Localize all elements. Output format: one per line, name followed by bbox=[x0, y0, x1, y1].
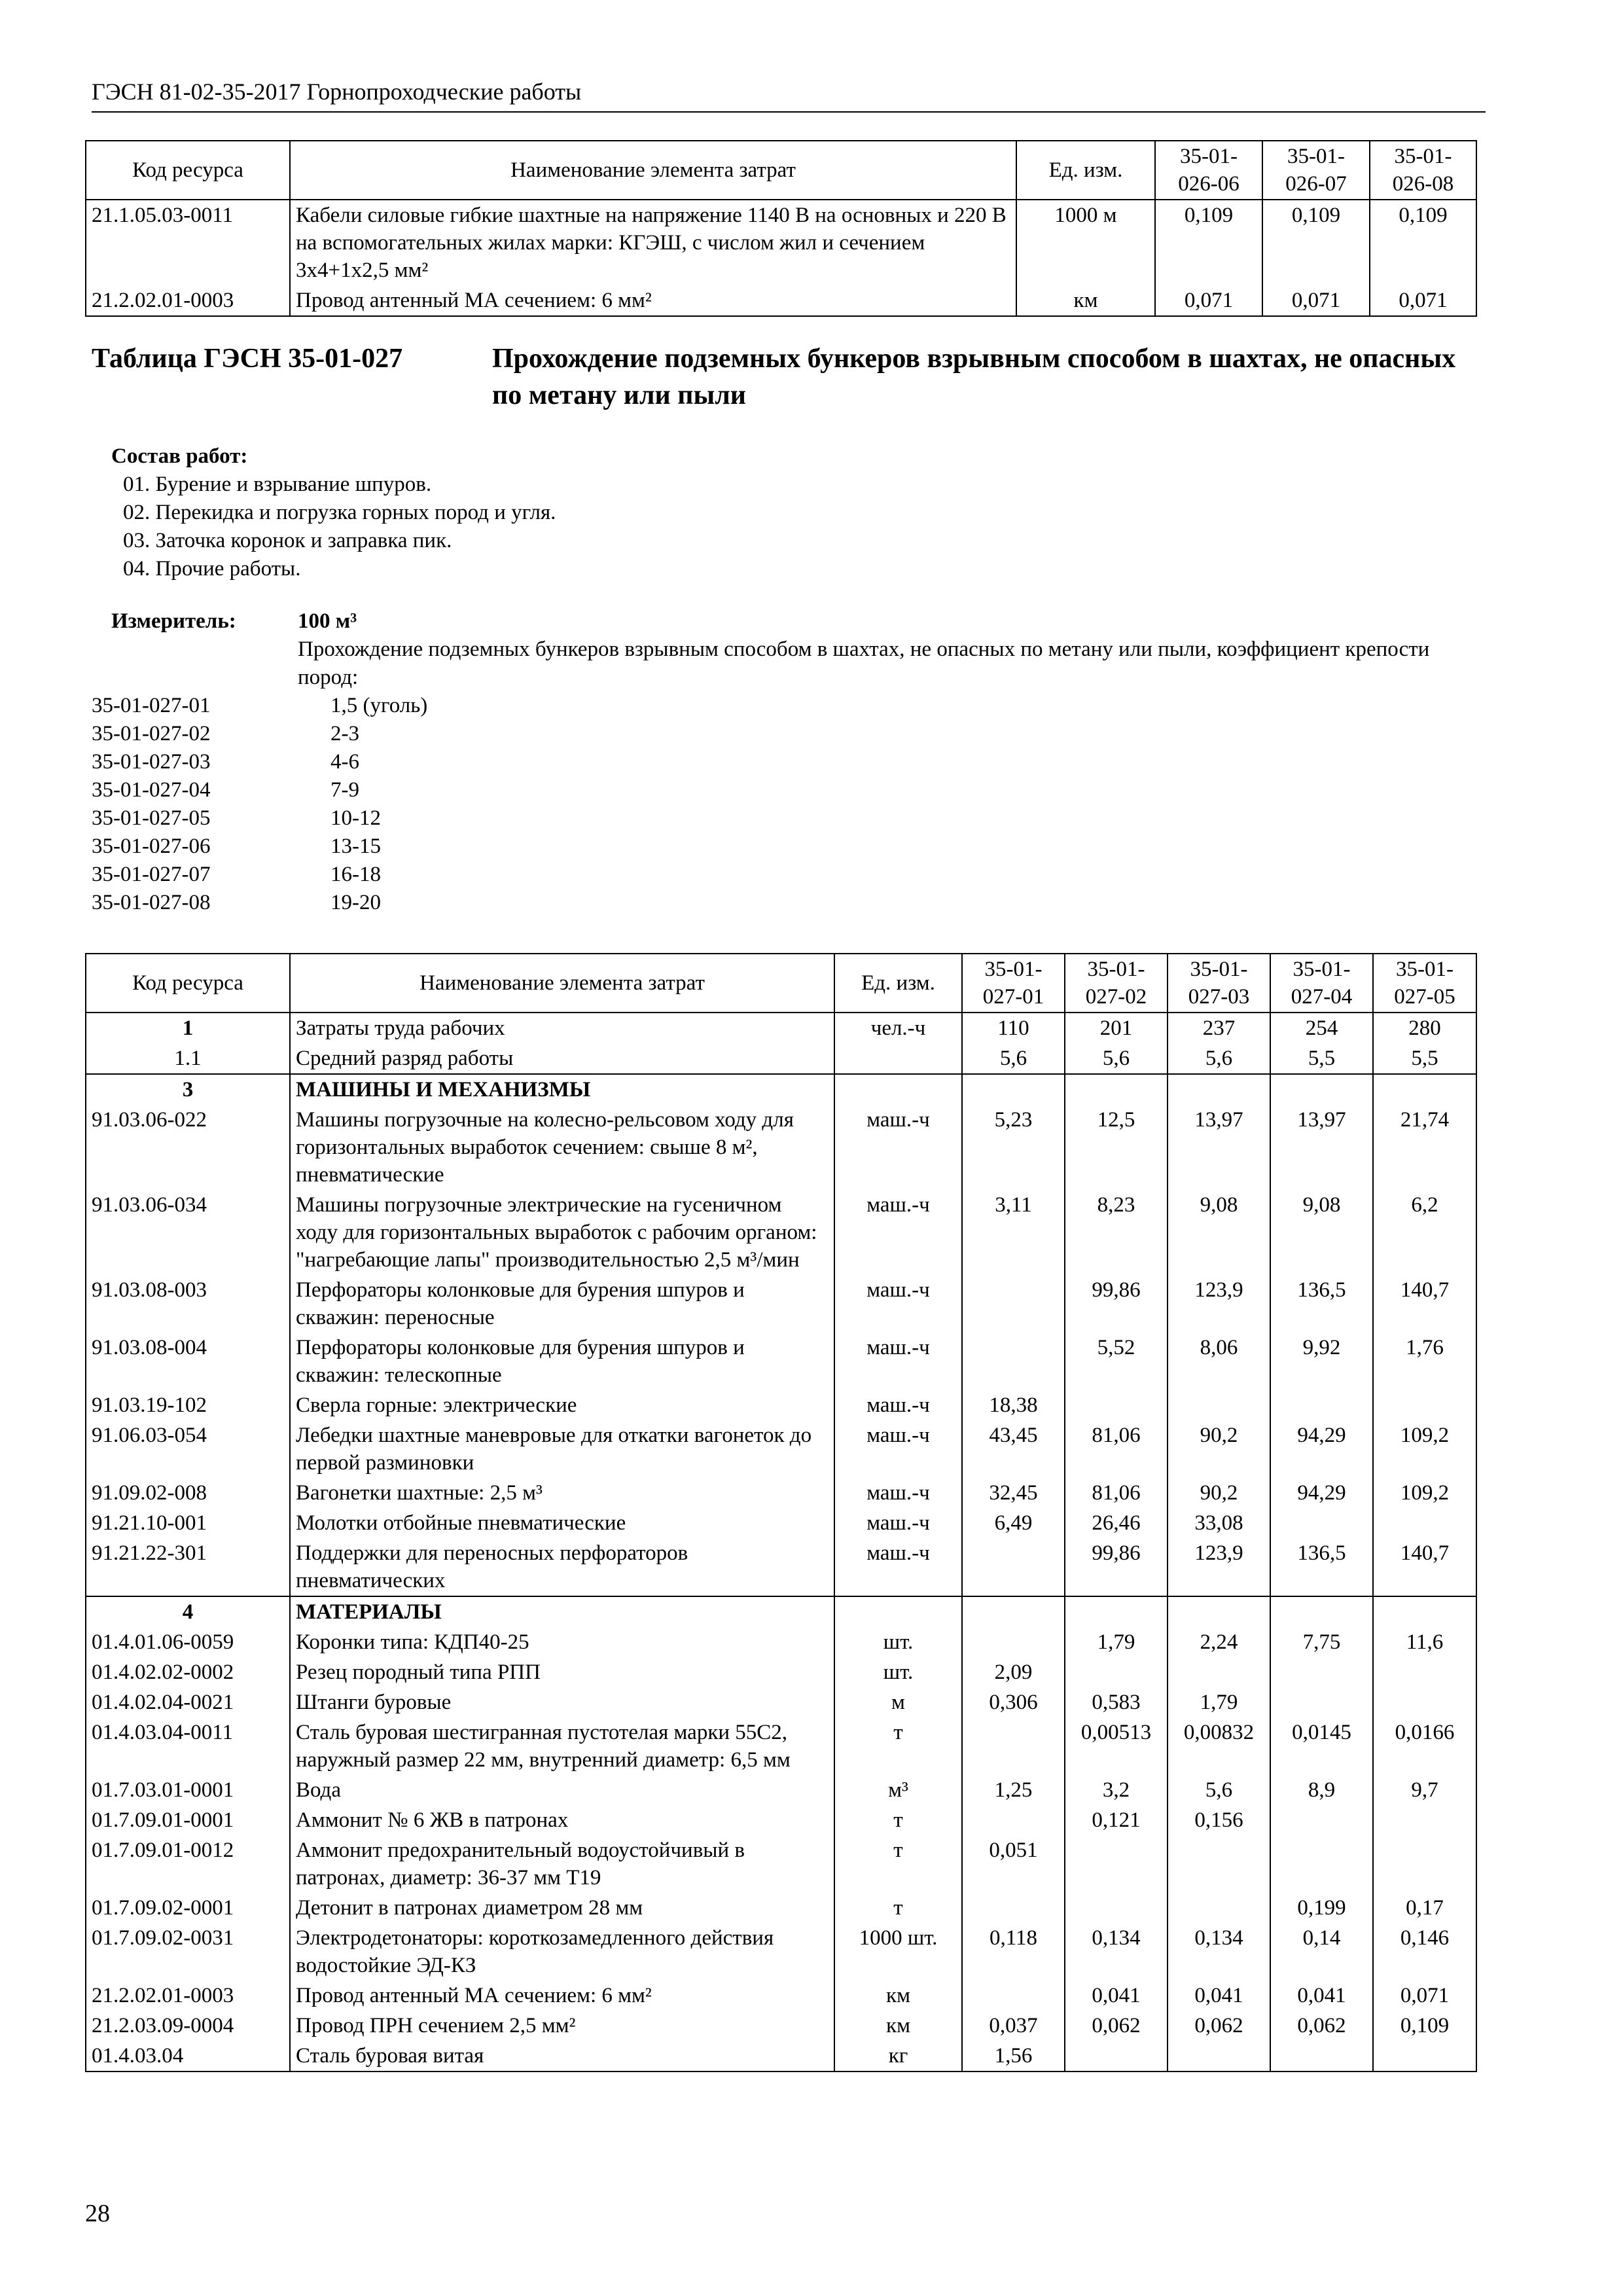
table-row bbox=[86, 1420, 1476, 1478]
resource-code: 21.2.02.01-0003 bbox=[86, 285, 290, 316]
table-row bbox=[86, 1717, 1476, 1775]
work-item: 02. Перекидка и погрузка горных пород и угля. bbox=[123, 501, 556, 524]
resource-unit: маш.-ч bbox=[834, 1420, 962, 1478]
resource-code: 91.03.06-022 bbox=[86, 1105, 290, 1190]
norm-value bbox=[962, 1893, 1065, 1923]
norm-value: 0,118 bbox=[962, 1923, 1065, 1981]
norm-value: 0,109 bbox=[1373, 2011, 1476, 2041]
norm-code: 35-01-027-07 bbox=[92, 863, 211, 886]
norm-code-row bbox=[92, 833, 681, 861]
norm-value bbox=[1065, 1893, 1168, 1923]
norm-value: 5,6 bbox=[1168, 1775, 1270, 1805]
resource-code: 3 bbox=[86, 1074, 290, 1105]
norm-value: 123,9 bbox=[1168, 1275, 1270, 1333]
norm-value: 81,06 bbox=[1065, 1420, 1168, 1478]
norm-value: 2,09 bbox=[962, 1657, 1065, 1687]
table-row bbox=[86, 1981, 1476, 2011]
norm-value bbox=[1270, 1596, 1373, 1627]
norm-code-row bbox=[92, 776, 681, 804]
table-row bbox=[86, 2041, 1476, 2072]
norm-value bbox=[962, 1717, 1065, 1775]
column-header: 35-01- 026-06 bbox=[1155, 141, 1262, 200]
norm-code: 35-01-027-04 bbox=[92, 778, 211, 802]
norm-value bbox=[962, 1596, 1065, 1627]
norm-value: 8,06 bbox=[1168, 1333, 1270, 1390]
work-composition-title: Состав работ: bbox=[111, 444, 248, 468]
norm-value bbox=[1270, 1687, 1373, 1717]
resource-code: 01.7.09.01-0001 bbox=[86, 1805, 290, 1835]
resource-unit: т bbox=[834, 1835, 962, 1893]
resource-unit: шт. bbox=[834, 1657, 962, 1687]
norm-value: 3,11 bbox=[962, 1190, 1065, 1275]
resource-name: Штанги буровые bbox=[290, 1687, 834, 1717]
column-header: 35-01- 027-05 bbox=[1373, 954, 1476, 1013]
norm-value: 8,23 bbox=[1065, 1190, 1168, 1275]
norm-value bbox=[962, 1333, 1065, 1390]
norm-value: 0,109 bbox=[1155, 200, 1262, 285]
norm-code: 35-01-027-05 bbox=[92, 806, 211, 830]
norm-value: 0,146 bbox=[1373, 1923, 1476, 1981]
resource-name: Аммонит предохранительный водоустойчивый в патронах, диаметр: 36-37 мм Т19 bbox=[290, 1835, 834, 1893]
resource-name: Провод ПРН сечением 2,5 мм² bbox=[290, 2011, 834, 2041]
norm-value bbox=[1373, 1508, 1476, 1538]
norm-value: 136,5 bbox=[1270, 1538, 1373, 1596]
resource-unit: маш.-ч bbox=[834, 1333, 962, 1390]
resource-name: МАТЕРИАЛЫ bbox=[290, 1596, 834, 1627]
norm-code-list bbox=[92, 692, 681, 917]
meter-value: 100 м³ bbox=[298, 609, 357, 633]
norm-value bbox=[1373, 1390, 1476, 1420]
table-row bbox=[86, 1478, 1476, 1508]
norm-value bbox=[962, 1538, 1065, 1596]
resource-code: 91.06.03-054 bbox=[86, 1420, 290, 1478]
norm-value bbox=[1270, 2041, 1373, 2072]
work-item: 01. Бурение и взрывание шпуров. bbox=[123, 473, 432, 496]
work-item: 04. Прочие работы. bbox=[123, 557, 301, 581]
norm-value bbox=[1270, 1508, 1373, 1538]
norm-value bbox=[962, 1805, 1065, 1835]
resource-name: Средний разряд работы bbox=[290, 1043, 834, 1074]
section-row bbox=[86, 1074, 1476, 1105]
norm-value bbox=[1270, 1074, 1373, 1105]
resource-code: 91.21.10-001 bbox=[86, 1508, 290, 1538]
norm-value: 13,97 bbox=[1168, 1105, 1270, 1190]
resource-unit: км bbox=[834, 1981, 962, 2011]
table-row bbox=[86, 2011, 1476, 2041]
norm-value bbox=[1065, 1657, 1168, 1687]
column-header: Ед. изм. bbox=[1016, 141, 1155, 200]
resource-table-026 bbox=[85, 140, 1477, 317]
norm-value bbox=[1065, 2041, 1168, 2072]
norm-value: 140,7 bbox=[1373, 1275, 1476, 1333]
norm-value: 9,7 bbox=[1373, 1775, 1476, 1805]
norm-value: 0,306 bbox=[962, 1687, 1065, 1717]
column-header: 35-01- 027-01 bbox=[962, 954, 1065, 1013]
norm-code: 35-01-027-06 bbox=[92, 834, 211, 858]
table-row bbox=[86, 1627, 1476, 1657]
norm-value: 136,5 bbox=[1270, 1275, 1373, 1333]
norm-value: 0,156 bbox=[1168, 1805, 1270, 1835]
norm-value: 0,109 bbox=[1370, 200, 1476, 285]
norm-code-row bbox=[92, 720, 681, 748]
norm-value: 9,08 bbox=[1270, 1190, 1373, 1275]
norm-value: 5,23 bbox=[962, 1105, 1065, 1190]
section-row bbox=[86, 1596, 1476, 1627]
resource-name: Сталь буровая шестигранная пустотелая марки 55С2, наружный размер 22 мм, внутренний диаметр: 6,5 мм bbox=[290, 1717, 834, 1775]
norm-value: 9,92 bbox=[1270, 1333, 1373, 1390]
table-row bbox=[86, 1190, 1476, 1275]
table-row bbox=[86, 1923, 1476, 1981]
resource-name: Электродетонаторы: короткозамедленного действия водостойкие ЭД-КЗ bbox=[290, 1923, 834, 1981]
norm-value bbox=[1270, 1657, 1373, 1687]
norm-code: 35-01-027-02 bbox=[92, 722, 211, 745]
table-number: Таблица ГЭСН 35-01-027 bbox=[92, 344, 403, 374]
norm-value bbox=[1065, 1390, 1168, 1420]
resource-unit: т bbox=[834, 1893, 962, 1923]
table-row bbox=[86, 1657, 1476, 1687]
resource-unit: 1000 м bbox=[1016, 200, 1155, 285]
norm-value: 0,062 bbox=[1065, 2011, 1168, 2041]
norm-code-row bbox=[92, 692, 681, 720]
resource-code: 91.21.22-301 bbox=[86, 1538, 290, 1596]
resource-name: Перфораторы колонковые для бурения шпуров и скважин: телескопные bbox=[290, 1333, 834, 1390]
resource-code: 1.1 bbox=[86, 1043, 290, 1074]
table-row bbox=[86, 1275, 1476, 1333]
resource-unit: т bbox=[834, 1805, 962, 1835]
resource-unit: маш.-ч bbox=[834, 1275, 962, 1333]
column-header: Код ресурса bbox=[86, 954, 290, 1013]
resource-code: 21.2.03.09-0004 bbox=[86, 2011, 290, 2041]
resource-code: 01.7.09.01-0012 bbox=[86, 1835, 290, 1893]
norm-value: 8,9 bbox=[1270, 1775, 1373, 1805]
resource-unit bbox=[834, 1596, 962, 1627]
hardness-range: 19-20 bbox=[330, 891, 381, 914]
norm-value bbox=[1373, 1596, 1476, 1627]
resource-name: Сверла горные: электрические bbox=[290, 1390, 834, 1420]
column-header: 35-01- 027-03 bbox=[1168, 954, 1270, 1013]
norm-value: 110 bbox=[962, 1013, 1065, 1043]
hardness-range: 16-18 bbox=[330, 863, 381, 886]
resource-name: Машины погрузочные на колесно-рельсовом ходу для горизонтальных выработок сечением: свыше 8 м², пневматические bbox=[290, 1105, 834, 1190]
page-number: 28 bbox=[85, 2200, 110, 2227]
norm-value: 18,38 bbox=[962, 1390, 1065, 1420]
norm-value: 0,00832 bbox=[1168, 1717, 1270, 1775]
norm-value: 0,134 bbox=[1065, 1923, 1168, 1981]
table-row bbox=[86, 1105, 1476, 1190]
resource-name: Резец породный типа РПП bbox=[290, 1657, 834, 1687]
norm-value: 254 bbox=[1270, 1013, 1373, 1043]
resource-code: 91.03.08-004 bbox=[86, 1333, 290, 1390]
norm-value bbox=[1270, 1805, 1373, 1835]
norm-value bbox=[1373, 1687, 1476, 1717]
norm-value: 1,56 bbox=[962, 2041, 1065, 2072]
norm-value: 0,041 bbox=[1270, 1981, 1373, 2011]
norm-value bbox=[1168, 1893, 1270, 1923]
work-composition bbox=[111, 442, 1486, 583]
norm-value: 123,9 bbox=[1168, 1538, 1270, 1596]
norm-code-row bbox=[92, 748, 681, 776]
norm-value: 1,79 bbox=[1065, 1627, 1168, 1657]
norm-value: 1,25 bbox=[962, 1775, 1065, 1805]
norm-value: 0,041 bbox=[1065, 1981, 1168, 2011]
norm-value bbox=[1373, 1657, 1476, 1687]
norm-value bbox=[1373, 1805, 1476, 1835]
norm-value: 94,29 bbox=[1270, 1478, 1373, 1508]
norm-value: 9,08 bbox=[1168, 1190, 1270, 1275]
norm-value: 0,109 bbox=[1262, 200, 1370, 285]
norm-value bbox=[1065, 1074, 1168, 1105]
column-header: Наименование элемента затрат bbox=[290, 954, 834, 1013]
norm-value: 13,97 bbox=[1270, 1105, 1373, 1190]
norm-value bbox=[1168, 1835, 1270, 1893]
column-header: 35-01- 027-04 bbox=[1270, 954, 1373, 1013]
section-row bbox=[86, 1013, 1476, 1043]
column-header: 35-01- 026-08 bbox=[1370, 141, 1476, 200]
norm-value: 5,6 bbox=[962, 1043, 1065, 1074]
resource-unit: т bbox=[834, 1717, 962, 1775]
norm-code-row bbox=[92, 804, 681, 833]
resource-unit: км bbox=[1016, 285, 1155, 316]
norm-value: 0,071 bbox=[1262, 285, 1370, 316]
hardness-range: 2-3 bbox=[330, 722, 359, 745]
norm-value: 0,041 bbox=[1168, 1981, 1270, 2011]
resource-name: МАШИНЫ И МЕХАНИЗМЫ bbox=[290, 1074, 834, 1105]
norm-value: 280 bbox=[1373, 1013, 1476, 1043]
norm-value: 99,86 bbox=[1065, 1538, 1168, 1596]
norm-value: 140,7 bbox=[1373, 1538, 1476, 1596]
norm-value: 21,74 bbox=[1373, 1105, 1476, 1190]
resource-name: Молотки отбойные пневматические bbox=[290, 1508, 834, 1538]
table-row bbox=[86, 1538, 1476, 1596]
norm-value: 0,17 bbox=[1373, 1893, 1476, 1923]
norm-value: 0,071 bbox=[1373, 1981, 1476, 2011]
norm-value: 12,5 bbox=[1065, 1105, 1168, 1190]
norm-value: 99,86 bbox=[1065, 1275, 1168, 1333]
resource-name: Аммонит № 6 ЖВ в патронах bbox=[290, 1805, 834, 1835]
column-header: Код ресурса bbox=[86, 141, 290, 200]
resource-unit bbox=[834, 1043, 962, 1074]
resource-code: 91.03.08-003 bbox=[86, 1275, 290, 1333]
norm-value: 109,2 bbox=[1373, 1478, 1476, 1508]
resource-unit: маш.-ч bbox=[834, 1190, 962, 1275]
norm-value: 90,2 bbox=[1168, 1420, 1270, 1478]
resource-unit: м³ bbox=[834, 1775, 962, 1805]
norm-value: 94,29 bbox=[1270, 1420, 1373, 1478]
resource-code: 91.03.06-034 bbox=[86, 1190, 290, 1275]
norm-value bbox=[1168, 1390, 1270, 1420]
resource-code: 01.4.01.06-0059 bbox=[86, 1627, 290, 1657]
norm-value: 109,2 bbox=[1373, 1420, 1476, 1478]
norm-value: 1,76 bbox=[1373, 1333, 1476, 1390]
norm-value bbox=[962, 1627, 1065, 1657]
resource-name: Перфораторы колонковые для бурения шпуров и скважин: переносные bbox=[290, 1275, 834, 1333]
norm-value: 81,06 bbox=[1065, 1478, 1168, 1508]
norm-value: 11,6 bbox=[1373, 1627, 1476, 1657]
resource-unit bbox=[834, 1074, 962, 1105]
norm-value: 32,45 bbox=[962, 1478, 1065, 1508]
norm-value: 0,14 bbox=[1270, 1923, 1373, 1981]
table-body bbox=[86, 1013, 1476, 2072]
norm-value bbox=[962, 1981, 1065, 2011]
norm-code: 35-01-027-01 bbox=[92, 694, 211, 717]
norm-value: 1,79 bbox=[1168, 1687, 1270, 1717]
norm-value bbox=[1373, 1074, 1476, 1105]
resource-code: 1 bbox=[86, 1013, 290, 1043]
norm-value: 33,08 bbox=[1168, 1508, 1270, 1538]
hardness-range: 4-6 bbox=[330, 750, 359, 774]
resource-code: 21.2.02.01-0003 bbox=[86, 1981, 290, 2011]
resource-unit: маш.-ч bbox=[834, 1538, 962, 1596]
norm-value: 0,583 bbox=[1065, 1687, 1168, 1717]
norm-value: 26,46 bbox=[1065, 1508, 1168, 1538]
table-row bbox=[86, 1805, 1476, 1835]
table-row bbox=[86, 1687, 1476, 1717]
norm-value bbox=[1270, 1390, 1373, 1420]
resource-name: Детонит в патронах диаметром 28 мм bbox=[290, 1893, 834, 1923]
meter-description: Прохождение подземных бункеров взрывным способом в шахтах, не опасных по метану или пыли, коэффициент крепости пород: bbox=[298, 637, 1430, 689]
norm-value: 0,071 bbox=[1370, 285, 1476, 316]
resource-name: Провод антенный МА сечением: 6 мм² bbox=[290, 285, 1016, 316]
table-row bbox=[86, 285, 1476, 316]
norm-value bbox=[1168, 2041, 1270, 2072]
norm-code: 35-01-027-03 bbox=[92, 750, 211, 774]
running-header: ГЭСН 81-02-35-2017 Горнопроходческие работы bbox=[92, 77, 1486, 113]
norm-code: 35-01-027-08 bbox=[92, 891, 211, 914]
norm-value bbox=[1373, 1835, 1476, 1893]
resource-code: 01.7.09.02-0001 bbox=[86, 1893, 290, 1923]
norm-value: 5,52 bbox=[1065, 1333, 1168, 1390]
norm-value bbox=[962, 1275, 1065, 1333]
hardness-range: 1,5 (уголь) bbox=[330, 694, 428, 717]
norm-value: 0,051 bbox=[962, 1835, 1065, 1893]
norm-value: 0,134 bbox=[1168, 1923, 1270, 1981]
norm-code-row bbox=[92, 861, 681, 889]
norm-value: 0,037 bbox=[962, 2011, 1065, 2041]
table-row bbox=[86, 1775, 1476, 1805]
table-row bbox=[86, 1835, 1476, 1893]
resource-code: 91.03.19-102 bbox=[86, 1390, 290, 1420]
table-row bbox=[86, 1333, 1476, 1390]
table-row bbox=[86, 1893, 1476, 1923]
norm-value bbox=[1373, 2041, 1476, 2072]
resource-unit: маш.-ч bbox=[834, 1105, 962, 1190]
table-row bbox=[86, 1043, 1476, 1074]
resource-unit: м bbox=[834, 1687, 962, 1717]
table-row bbox=[86, 200, 1476, 285]
norm-value: 0,062 bbox=[1168, 2011, 1270, 2041]
norm-value: 0,071 bbox=[1155, 285, 1262, 316]
table-row bbox=[86, 1390, 1476, 1420]
norm-value: 43,45 bbox=[962, 1420, 1065, 1478]
norm-value bbox=[1065, 1596, 1168, 1627]
norm-value bbox=[1168, 1596, 1270, 1627]
norm-value: 5,5 bbox=[1270, 1043, 1373, 1074]
column-header: Ед. изм. bbox=[834, 954, 962, 1013]
norm-value: 5,5 bbox=[1373, 1043, 1476, 1074]
resource-unit: км bbox=[834, 2011, 962, 2041]
norm-value: 5,6 bbox=[1065, 1043, 1168, 1074]
resource-code: 01.4.03.04 bbox=[86, 2041, 290, 2072]
resource-code: 01.4.02.04-0021 bbox=[86, 1687, 290, 1717]
resource-name: Провод антенный МА сечением: 6 мм² bbox=[290, 1981, 834, 2011]
table-title: Прохождение подземных бункеров взрывным способом в шахтах, не опасных по метану или пыли bbox=[492, 344, 1456, 410]
resource-name: Вагонетки шахтные: 2,5 м³ bbox=[290, 1478, 834, 1508]
norm-value bbox=[1168, 1074, 1270, 1105]
resource-code: 01.4.02.02-0002 bbox=[86, 1657, 290, 1687]
norm-value: 6,49 bbox=[962, 1508, 1065, 1538]
norm-value: 0,0166 bbox=[1373, 1717, 1476, 1775]
resource-name: Коронки типа: КДП40-25 bbox=[290, 1627, 834, 1657]
work-item: 03. Заточка коронок и заправка пик. bbox=[123, 529, 452, 552]
resource-name: Сталь буровая витая bbox=[290, 2041, 834, 2072]
norm-code-row bbox=[92, 889, 681, 917]
resource-unit: маш.-ч bbox=[834, 1390, 962, 1420]
norm-value: 0,199 bbox=[1270, 1893, 1373, 1923]
resource-name: Машины погрузочные электрические на гусеничном ходу для горизонтальных выработок с рабочим органом: "нагребающие лапы" производительностью 2,5 м³/мин bbox=[290, 1190, 834, 1275]
resource-unit: маш.-ч bbox=[834, 1478, 962, 1508]
norm-value: 0,121 bbox=[1065, 1805, 1168, 1835]
resource-unit: кг bbox=[834, 2041, 962, 2072]
meter-label: Измеритель: bbox=[111, 609, 236, 633]
resource-table-027 bbox=[85, 953, 1477, 2072]
resource-code: 01.4.03.04-0011 bbox=[86, 1717, 290, 1775]
norm-value: 2,24 bbox=[1168, 1627, 1270, 1657]
resource-code: 4 bbox=[86, 1596, 290, 1627]
resource-code: 01.7.03.01-0001 bbox=[86, 1775, 290, 1805]
resource-name: Вода bbox=[290, 1775, 834, 1805]
norm-value: 7,75 bbox=[1270, 1627, 1373, 1657]
norm-value: 5,6 bbox=[1168, 1043, 1270, 1074]
resource-unit: маш.-ч bbox=[834, 1508, 962, 1538]
norm-value bbox=[962, 1074, 1065, 1105]
table-header-row bbox=[86, 141, 1476, 200]
hardness-range: 7-9 bbox=[330, 778, 359, 802]
resource-name: Затраты труда рабочих bbox=[290, 1013, 834, 1043]
norm-value: 90,2 bbox=[1168, 1478, 1270, 1508]
resource-name: Лебедки шахтные маневровые для откатки вагонеток до первой разминовки bbox=[290, 1420, 834, 1478]
resource-unit: чел.-ч bbox=[834, 1013, 962, 1043]
norm-value: 201 bbox=[1065, 1013, 1168, 1043]
norm-value: 0,0145 bbox=[1270, 1717, 1373, 1775]
norm-value bbox=[1270, 1835, 1373, 1893]
norm-value bbox=[1168, 1657, 1270, 1687]
norm-value: 0,00513 bbox=[1065, 1717, 1168, 1775]
hardness-range: 10-12 bbox=[330, 806, 381, 830]
resource-name: Кабели силовые гибкие шахтные на напряжение 1140 В на основных и 220 В на вспомогательных жилах марки: КГЭШ, с числом жил и сечением 3х4+1х2,5 мм² bbox=[290, 200, 1016, 285]
resource-code: 21.1.05.03-0011 bbox=[86, 200, 290, 285]
resource-code: 91.09.02-008 bbox=[86, 1478, 290, 1508]
resource-unit: шт. bbox=[834, 1627, 962, 1657]
column-header: 35-01- 026-07 bbox=[1262, 141, 1370, 200]
norm-value: 6,2 bbox=[1373, 1190, 1476, 1275]
column-header: 35-01- 027-02 bbox=[1065, 954, 1168, 1013]
resource-code: 01.7.09.02-0031 bbox=[86, 1923, 290, 1981]
norm-value bbox=[1065, 1835, 1168, 1893]
norm-value: 0,062 bbox=[1270, 2011, 1373, 2041]
norm-value: 237 bbox=[1168, 1013, 1270, 1043]
resource-name: Поддержки для переносных перфораторов пневматических bbox=[290, 1538, 834, 1596]
hardness-range: 13-15 bbox=[330, 834, 381, 858]
table-row bbox=[86, 1508, 1476, 1538]
resource-unit: 1000 шт. bbox=[834, 1923, 962, 1981]
column-header: Наименование элемента затрат bbox=[290, 141, 1016, 200]
norm-value: 3,2 bbox=[1065, 1775, 1168, 1805]
table-header-row bbox=[86, 954, 1476, 1013]
